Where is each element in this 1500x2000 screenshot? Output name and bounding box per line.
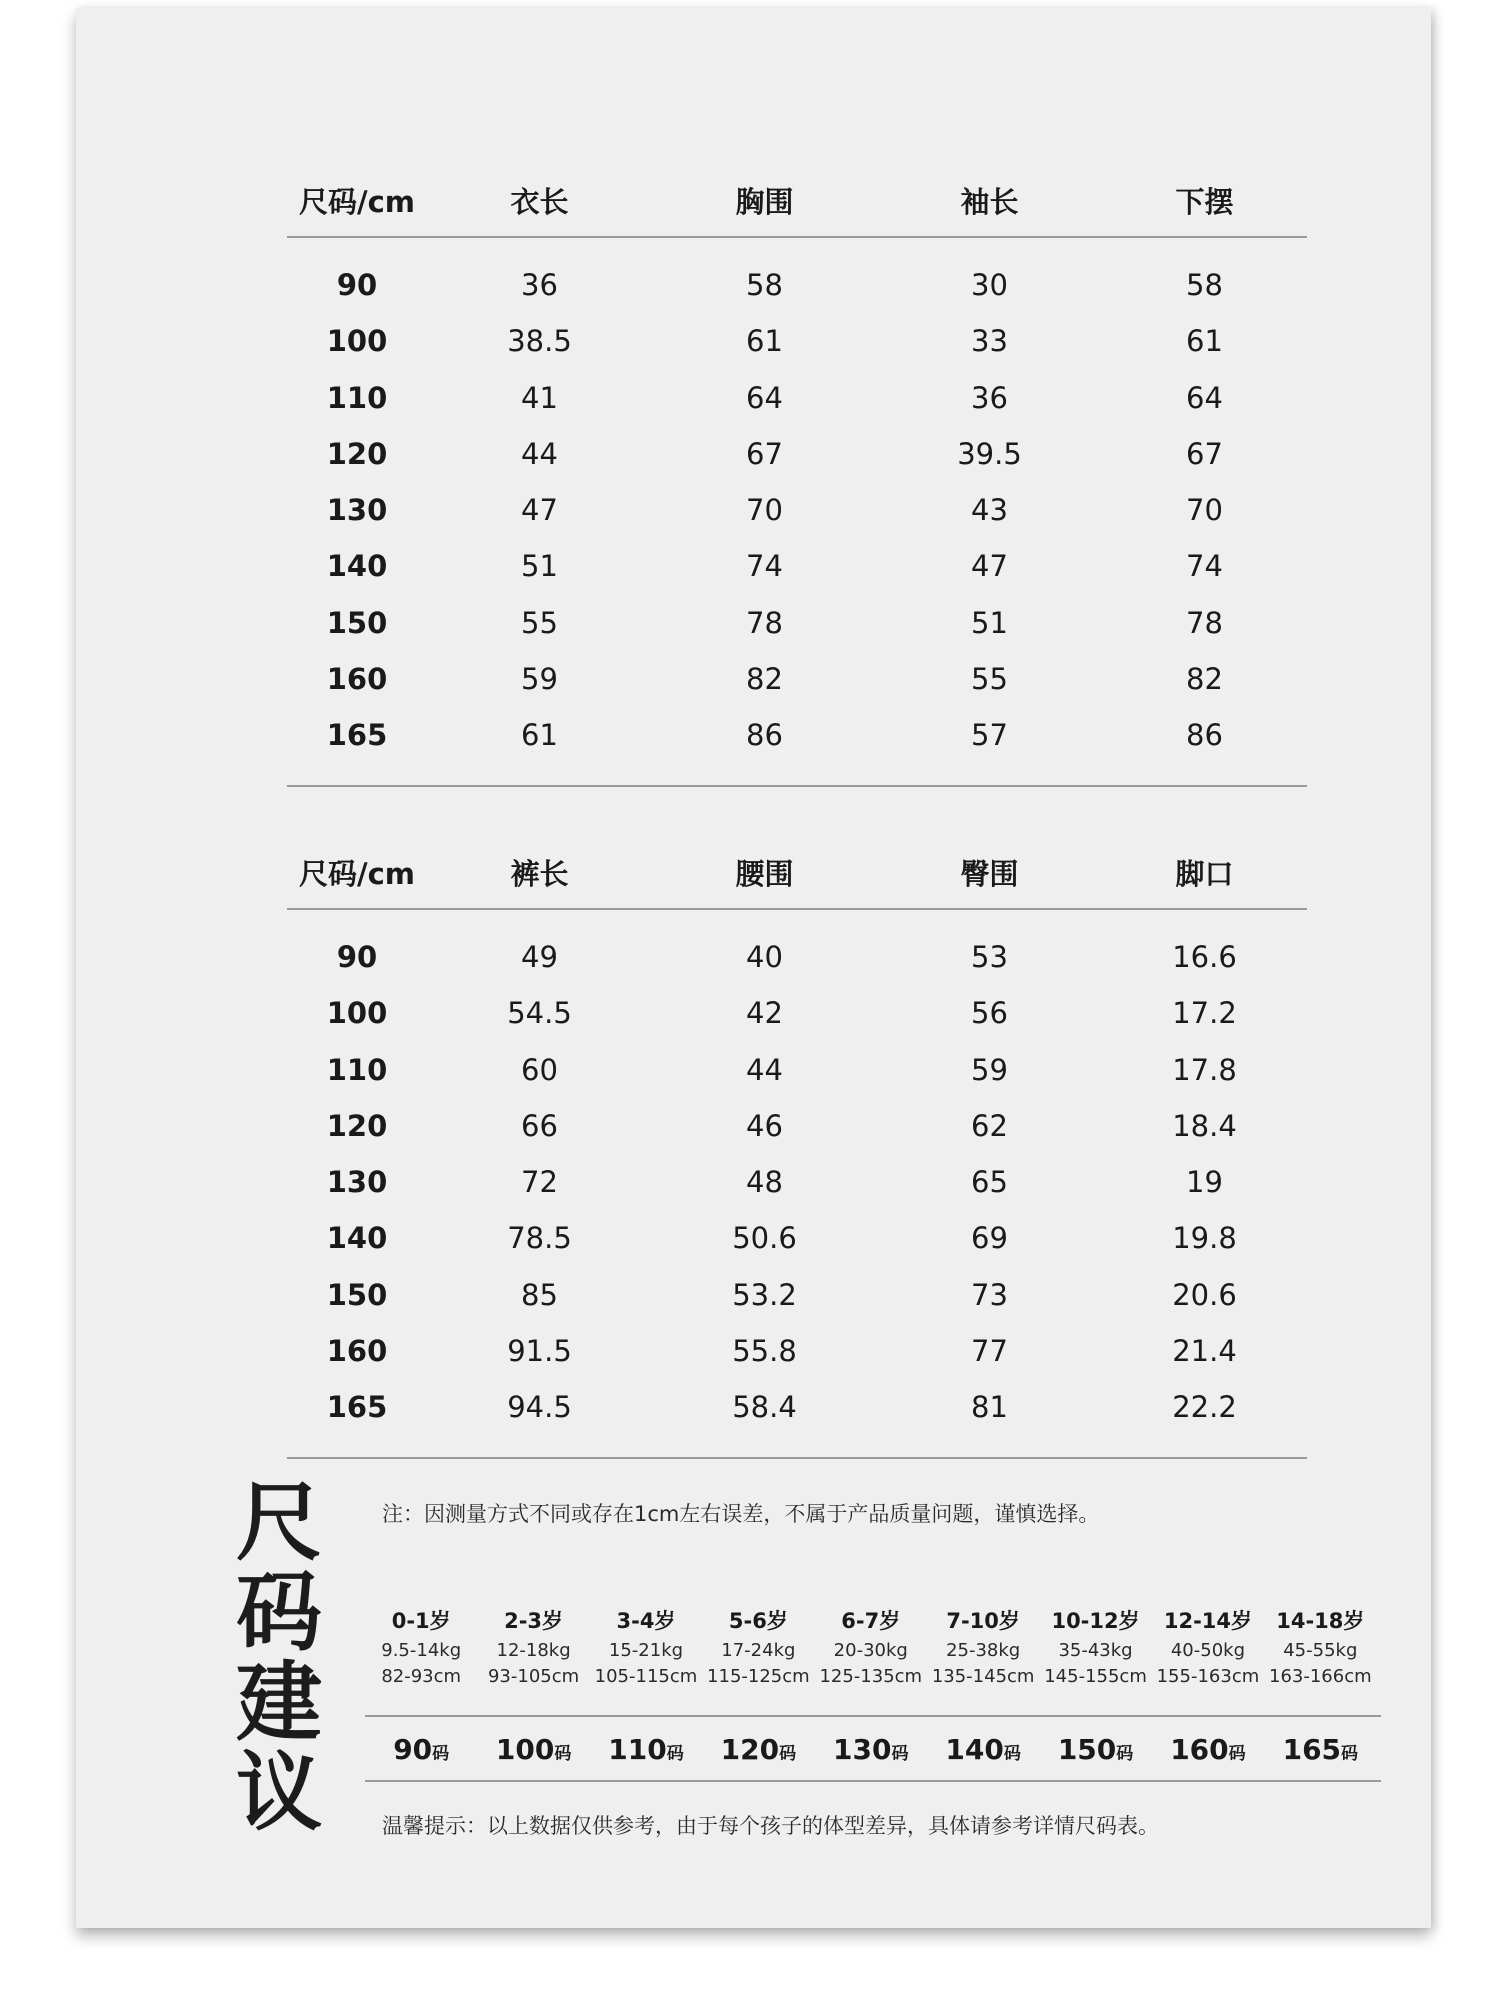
- weight-range: 12-18kg: [496, 1640, 571, 1661]
- weight-range: 25-38kg: [946, 1640, 1021, 1661]
- value-cell: 17.8: [1172, 1052, 1237, 1087]
- value-cell: 55.8: [732, 1334, 797, 1369]
- value-cell: 47: [521, 493, 558, 528]
- age-column: [702, 1604, 814, 1690]
- age-column: [1264, 1604, 1376, 1690]
- value-cell: 86: [1186, 718, 1223, 753]
- size-cell: 140: [326, 549, 388, 584]
- value-cell: 58.4: [732, 1390, 797, 1425]
- value-cell: 70: [746, 493, 783, 528]
- value-cell: 64: [746, 380, 783, 415]
- value-cell: 33: [971, 324, 1008, 359]
- value-cell: 64: [1186, 380, 1223, 415]
- age-column: [815, 1604, 927, 1690]
- size-number: 160: [1170, 1733, 1229, 1766]
- weight-range: 9.5-14kg: [381, 1640, 462, 1661]
- header-sleeve: 袖长: [960, 185, 1019, 219]
- size-unit: 码: [1003, 1744, 1021, 1764]
- weight-range: 20-30kg: [833, 1640, 908, 1661]
- size-number: 130: [833, 1733, 892, 1766]
- height-range: 125-135cm: [819, 1666, 923, 1687]
- value-cell: 51: [971, 605, 1008, 640]
- value-cell: 74: [1186, 549, 1223, 584]
- value-cell: 61: [1186, 324, 1223, 359]
- size-cell: 140: [326, 1221, 388, 1256]
- title-char: 议: [236, 1743, 322, 1843]
- size-cell: 165: [326, 1390, 388, 1425]
- value-cell: 74: [746, 549, 783, 584]
- header-hip: 臀围: [960, 857, 1019, 891]
- top-size-table: [287, 180, 1307, 787]
- value-cell: 19: [1186, 1165, 1223, 1200]
- age-column: [477, 1604, 589, 1690]
- size-chart-card: [76, 8, 1431, 1928]
- value-cell: 36: [521, 268, 558, 302]
- table-header: [287, 852, 1307, 908]
- age-label: 7-10岁: [946, 1609, 1020, 1633]
- age-column: [1152, 1604, 1264, 1690]
- table-row: [287, 324, 1307, 380]
- size-suggestion-title: [234, 1473, 324, 1843]
- value-cell: 43: [971, 493, 1008, 528]
- value-cell: 78.5: [507, 1221, 572, 1256]
- table-row: [287, 1390, 1307, 1446]
- size-cell: 120: [326, 1108, 388, 1143]
- size-cell: 150: [326, 605, 388, 640]
- recommended-size: [1264, 1725, 1376, 1775]
- table-row: [287, 1278, 1307, 1334]
- value-cell: 49: [521, 940, 558, 974]
- size-number: 110: [608, 1733, 667, 1766]
- age-label: 2-3岁: [504, 1609, 564, 1633]
- value-cell: 78: [746, 605, 783, 640]
- value-cell: 61: [521, 718, 558, 753]
- value-cell: 44: [746, 1052, 783, 1087]
- table-row: [287, 381, 1307, 437]
- value-cell: 36: [971, 380, 1008, 415]
- value-cell: 53: [971, 940, 1008, 974]
- height-range: 145-155cm: [1044, 1666, 1147, 1687]
- size-cell: 130: [326, 1165, 388, 1200]
- recommended-size-row: [365, 1725, 1377, 1775]
- height-range: 115-125cm: [707, 1666, 810, 1687]
- value-cell: 56: [971, 996, 1008, 1031]
- size-unit: 码: [779, 1744, 797, 1764]
- age-column: [927, 1604, 1039, 1690]
- value-cell: 62: [971, 1108, 1008, 1143]
- value-cell: 48: [746, 1165, 783, 1200]
- size-unit: 码: [554, 1744, 572, 1764]
- table-row: [287, 718, 1307, 774]
- recommended-size: [365, 1725, 477, 1775]
- value-cell: 30: [971, 268, 1008, 302]
- value-cell: 61: [746, 324, 783, 359]
- table-row: [287, 549, 1307, 605]
- header-hem: 下摆: [1175, 185, 1234, 219]
- recommended-size: [477, 1725, 589, 1775]
- value-cell: 20.6: [1172, 1277, 1237, 1312]
- value-cell: 16.6: [1172, 940, 1237, 974]
- table-body: [287, 910, 1307, 1457]
- height-range: 82-93cm: [381, 1666, 462, 1687]
- value-cell: 39.5: [957, 436, 1022, 471]
- tip-note: 温馨提示：以上数据仅供参考，由于每个孩子的体型差异，具体请参考详情尺码表。: [382, 1814, 1159, 1838]
- size-unit: 码: [1228, 1744, 1246, 1764]
- value-cell: 18.4: [1172, 1108, 1237, 1143]
- table-row: [287, 1334, 1307, 1390]
- header-size: 尺码/cm: [298, 185, 415, 219]
- bottom-size-table: [287, 852, 1307, 1459]
- height-range: 135-145cm: [931, 1666, 1035, 1687]
- recommended-size: [1039, 1725, 1151, 1775]
- header-leg-opening: 脚口: [1175, 857, 1234, 891]
- size-cell: 130: [326, 493, 388, 528]
- size-number: 150: [1057, 1733, 1117, 1766]
- header-pants-length: 裤长: [510, 857, 569, 891]
- age-label: 14-18岁: [1276, 1609, 1365, 1633]
- table-body: [287, 238, 1307, 785]
- title-char: 码: [236, 1563, 322, 1663]
- size-unit: 码: [1341, 1744, 1359, 1764]
- divider: [365, 1715, 1381, 1717]
- weight-range: 40-50kg: [1170, 1640, 1245, 1661]
- value-cell: 40: [746, 940, 783, 974]
- title-char: 建: [236, 1653, 322, 1753]
- recommended-size: [815, 1725, 927, 1775]
- size-cell: 90: [336, 940, 378, 974]
- value-cell: 94.5: [507, 1390, 572, 1425]
- size-cell: 90: [336, 268, 378, 302]
- value-cell: 57: [971, 718, 1008, 753]
- table-row: [287, 1221, 1307, 1277]
- value-cell: 86: [746, 718, 783, 753]
- value-cell: 72: [521, 1165, 558, 1200]
- size-cell: 110: [326, 1052, 388, 1087]
- size-number: 100: [495, 1733, 555, 1766]
- size-cell: 100: [326, 324, 388, 359]
- value-cell: 77: [971, 1334, 1008, 1369]
- divider: [287, 785, 1307, 787]
- height-range: 93-105cm: [487, 1666, 580, 1687]
- value-cell: 70: [1186, 493, 1223, 528]
- size-cell: 160: [326, 662, 388, 697]
- size-unit: 码: [666, 1744, 684, 1764]
- value-cell: 21.4: [1172, 1334, 1237, 1369]
- header-waist: 腰围: [735, 857, 794, 891]
- value-cell: 69: [971, 1221, 1008, 1256]
- age-label: 3-4岁: [616, 1609, 676, 1633]
- table-row: [287, 437, 1307, 493]
- weight-range: 17-24kg: [721, 1640, 796, 1661]
- value-cell: 65: [971, 1165, 1008, 1200]
- value-cell: 38.5: [507, 324, 572, 359]
- value-cell: 67: [746, 436, 783, 471]
- table-row: [287, 1109, 1307, 1165]
- size-cell: 150: [326, 1277, 388, 1312]
- value-cell: 17.2: [1172, 996, 1237, 1031]
- value-cell: 19.8: [1172, 1221, 1237, 1256]
- size-cell: 110: [326, 380, 388, 415]
- value-cell: 58: [1186, 268, 1223, 302]
- size-number: 90: [393, 1733, 433, 1766]
- size-unit: 码: [891, 1744, 909, 1764]
- header-chest: 胸围: [735, 185, 794, 219]
- age-column: [1039, 1604, 1151, 1690]
- table-row: [287, 493, 1307, 549]
- value-cell: 91.5: [507, 1334, 572, 1369]
- value-cell: 47: [971, 549, 1008, 584]
- height-range: 105-115cm: [594, 1666, 698, 1687]
- value-cell: 54.5: [507, 996, 572, 1031]
- age-label: 0-1岁: [391, 1609, 451, 1633]
- recommended-size: [927, 1725, 1039, 1775]
- age-label: 5-6岁: [728, 1609, 788, 1633]
- value-cell: 66: [521, 1108, 558, 1143]
- height-range: 155-163cm: [1156, 1666, 1260, 1687]
- value-cell: 59: [971, 1052, 1008, 1087]
- table-row: [287, 1053, 1307, 1109]
- value-cell: 22.2: [1172, 1390, 1237, 1425]
- value-cell: 59: [521, 662, 558, 697]
- value-cell: 53.2: [732, 1277, 797, 1312]
- value-cell: 46: [746, 1108, 783, 1143]
- size-cell: 165: [326, 718, 388, 753]
- measurement-note: 注：因测量方式不同或存在1cm左右误差，不属于产品质量问题，谨慎选择。: [382, 1502, 1100, 1526]
- title-char: 尺: [236, 1473, 322, 1573]
- value-cell: 55: [971, 662, 1008, 697]
- size-number: 165: [1282, 1733, 1342, 1766]
- table-row: [287, 606, 1307, 662]
- age-guide-row: [365, 1604, 1377, 1690]
- table-row: [287, 940, 1307, 996]
- weight-range: 35-43kg: [1058, 1640, 1133, 1661]
- value-cell: 82: [746, 662, 783, 697]
- age-label: 6-7岁: [841, 1609, 901, 1633]
- value-cell: 82: [1186, 662, 1223, 697]
- value-cell: 44: [521, 436, 558, 471]
- age-column: [590, 1604, 702, 1690]
- value-cell: 81: [971, 1390, 1008, 1425]
- value-cell: 60: [521, 1052, 558, 1087]
- height-range: 163-166cm: [1269, 1666, 1372, 1687]
- size-cell: 120: [326, 436, 388, 471]
- size-cell: 100: [326, 996, 388, 1031]
- weight-range: 45-55kg: [1283, 1640, 1358, 1661]
- value-cell: 42: [746, 996, 783, 1031]
- age-label: 10-12岁: [1051, 1609, 1140, 1633]
- value-cell: 51: [521, 549, 558, 584]
- size-unit: 码: [432, 1744, 450, 1764]
- divider: [365, 1780, 1381, 1782]
- value-cell: 58: [746, 268, 783, 302]
- value-cell: 78: [1186, 605, 1223, 640]
- table-row: [287, 268, 1307, 324]
- table-header: [287, 180, 1307, 236]
- value-cell: 85: [521, 1277, 558, 1312]
- weight-range: 15-21kg: [608, 1640, 684, 1661]
- size-number: 140: [945, 1733, 1004, 1766]
- recommended-size: [702, 1725, 814, 1775]
- value-cell: 50.6: [732, 1221, 797, 1256]
- table-row: [287, 996, 1307, 1052]
- size-unit: 码: [1116, 1744, 1134, 1764]
- recommended-size: [1152, 1725, 1264, 1775]
- divider: [287, 1457, 1307, 1459]
- value-cell: 41: [521, 380, 558, 415]
- value-cell: 67: [1186, 436, 1223, 471]
- recommended-size: [590, 1725, 702, 1775]
- header-length: 衣长: [510, 185, 569, 219]
- table-row: [287, 1165, 1307, 1221]
- size-number: 120: [720, 1733, 780, 1766]
- size-cell: 160: [326, 1334, 388, 1369]
- table-row: [287, 662, 1307, 718]
- header-size: 尺码/cm: [298, 857, 415, 891]
- value-cell: 73: [971, 1277, 1008, 1312]
- value-cell: 55: [521, 605, 558, 640]
- age-column: [365, 1604, 477, 1690]
- age-label: 12-14岁: [1163, 1609, 1253, 1633]
